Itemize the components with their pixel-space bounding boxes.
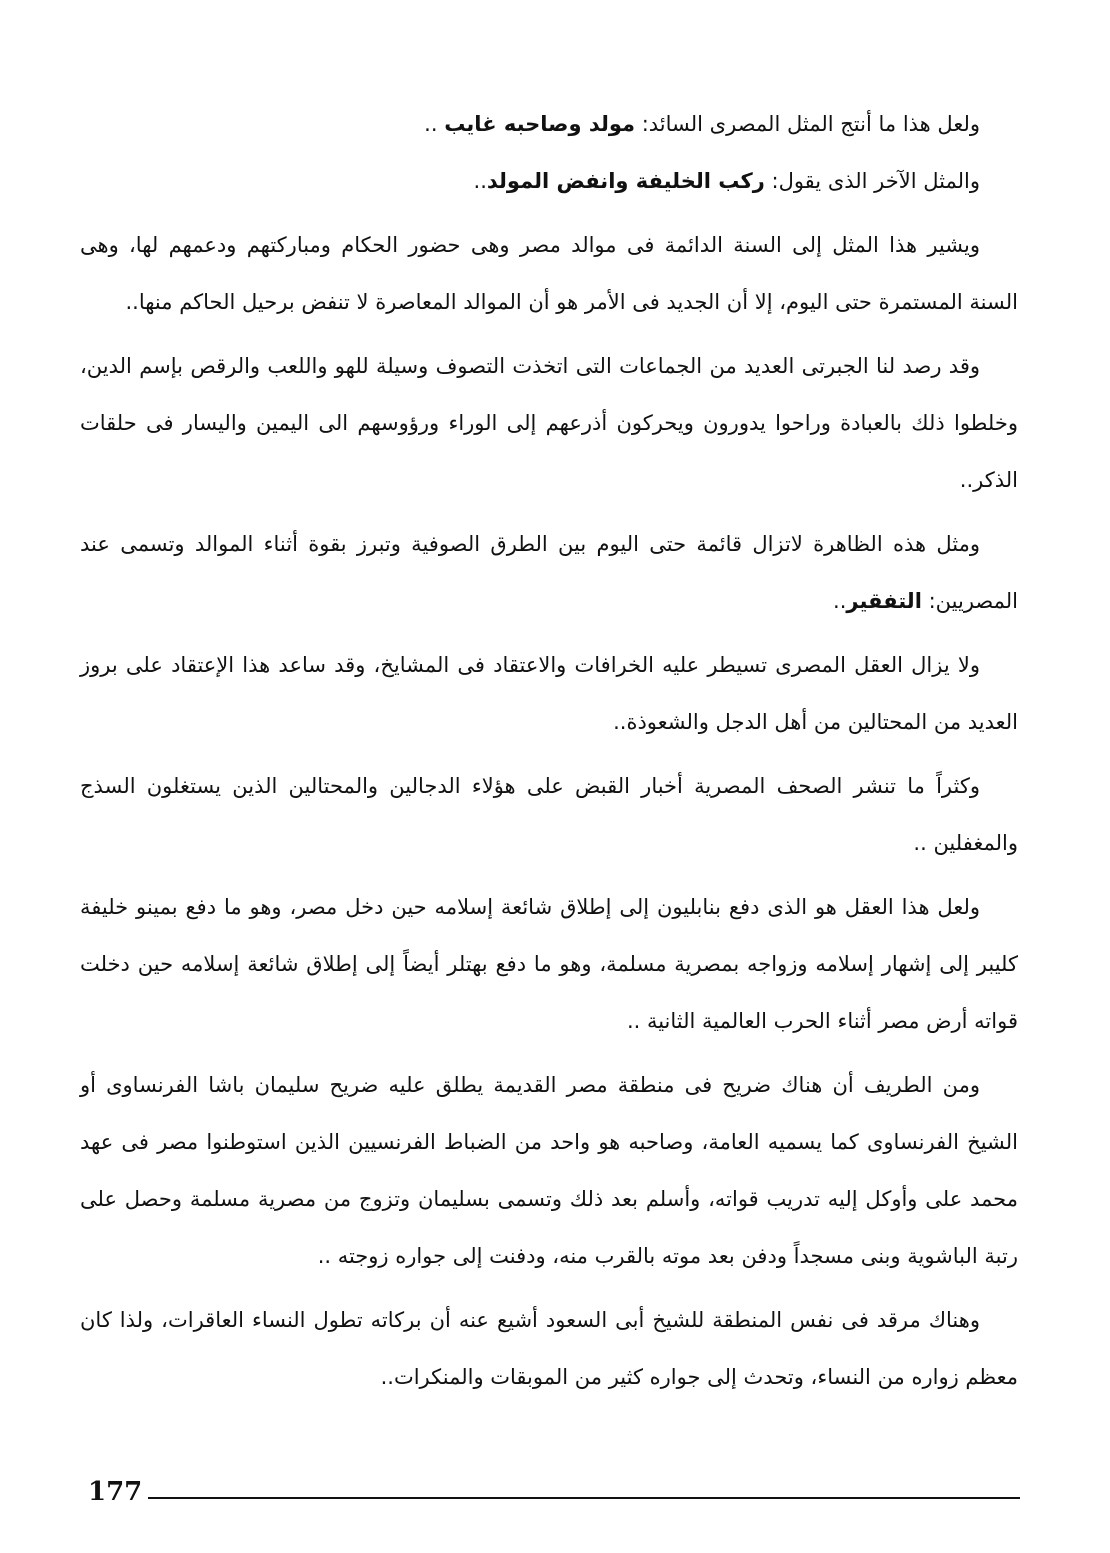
paragraph-4-text: وقد رصد لنا الجبرتى العديد من الجماعات التى اتخذت التصوف وسيلة للهو واللعب والرقص بإسم الدين، وخلطوا ذلك بالعبادة وراحوا يدورون ويحركون أذرعهم إلى الوراء ورؤوسهم الى اليمين واليسار فى حلقات الذكر.. <box>80 354 1018 492</box>
paragraph-2-text: والمثل الآخر الذى يقول: <box>764 169 980 193</box>
paragraph-2-proverb: ركب الخليفة وانفض المولد <box>486 169 765 193</box>
paragraph-2 <box>80 153 1018 210</box>
paragraph-1-text: ولعل هذا ما أنتج المثل المصرى السائد: <box>635 112 980 136</box>
paragraph-10-text: وهناك مرقد فى نفس المنطقة للشيخ أبى السعود أشيع عنه أن بركاته تطول النساء العاقرات، ولذا كان معظم زواره من النساء، وتحدث إلى جواره كثير من الموبقات والمنكرات.. <box>80 1308 1018 1389</box>
page-number: 177 <box>88 1477 143 1507</box>
paragraph-6 <box>80 637 1018 751</box>
paragraph-5 <box>80 516 1018 630</box>
paragraph-5-text: ومثل هذه الظاهرة لاتزال قائمة حتى اليوم بين الطرق الصوفية وتبرز بقوة أثناء الموالد وتسمى عند المصريين: <box>80 532 1018 613</box>
paragraph-10 <box>80 1292 1018 1406</box>
footer-rule <box>148 1497 1020 1499</box>
paragraph-1-proverb: مولد وصاحبه غايب <box>444 112 636 136</box>
paragraph-8 <box>80 879 1018 1050</box>
paragraph-3 <box>80 217 1018 331</box>
paragraph-8-text: ولعل هذا العقل هو الذى دفع بنابليون إلى إطلاق شائعة إسلامه حين دخل مصر، وهو ما دفع بمينو خليفة كليبر إلى إشهار إسلامه وزواجه بمصرية مسلمة، وهو ما دفع بهتلر أيضاً إلى إطلاق شائعة إسلامه حين دخلت قواته أرض مصر أثناء الحرب العالمية الثانية .. <box>80 895 1018 1033</box>
body-text <box>80 96 1018 1413</box>
paragraph-9-text: ومن الطريف أن هناك ضريح فى منطقة مصر القديمة يطلق عليه ضريح سليمان باشا الفرنساوى أو الشيخ الفرنساوى كما يسميه العامة، وصاحبه هو واحد من الضباط الفرنسيين الذين استوطنوا مصر فى عهد محمد على وأوكل إليه تدريب قواته، وأسلم بعد ذلك وتسمى بسليمان وتزوج من مصرية مسلمة وحصل على رتبة الباشوية وبنى مسجداً ودفن بعد موته بالقرب منه، ودفنت إلى جواره زوجته .. <box>80 1073 1018 1268</box>
paragraph-3-text: ويشير هذا المثل إلى السنة الدائمة فى موالد مصر وهى حضور الحكام ومباركتهم ودعمهم لها، وهى السنة المستمرة حتى اليوم، إلا أن الجديد فى الأمر هو أن الموالد المعاصرة لا تنفض برحيل الحاكم منها.. <box>80 233 1018 314</box>
paragraph-1-tail: .. <box>424 112 445 136</box>
paragraph-2-tail: .. <box>473 169 487 193</box>
paragraph-7 <box>80 758 1018 872</box>
paragraph-9 <box>80 1057 1018 1285</box>
paragraph-7-text: وكثراً ما تنشر الصحف المصرية أخبار القبض على هؤلاء الدجالين والمحتالين الذين يستغلون السذج والمغفلين .. <box>80 774 1018 855</box>
paragraph-1 <box>80 96 1018 153</box>
paragraph-4 <box>80 338 1018 509</box>
paragraph-5-tail: .. <box>833 589 847 613</box>
page-footer <box>88 1472 1020 1512</box>
paragraph-5-term: التفقير <box>846 589 922 613</box>
paragraph-6-text: ولا يزال العقل المصرى تسيطر عليه الخرافات والاعتقاد فى المشايخ، وقد ساعد هذا الإعتقاد على بروز العديد من المحتالين من أهل الدجل والشعوذة.. <box>80 653 1018 734</box>
